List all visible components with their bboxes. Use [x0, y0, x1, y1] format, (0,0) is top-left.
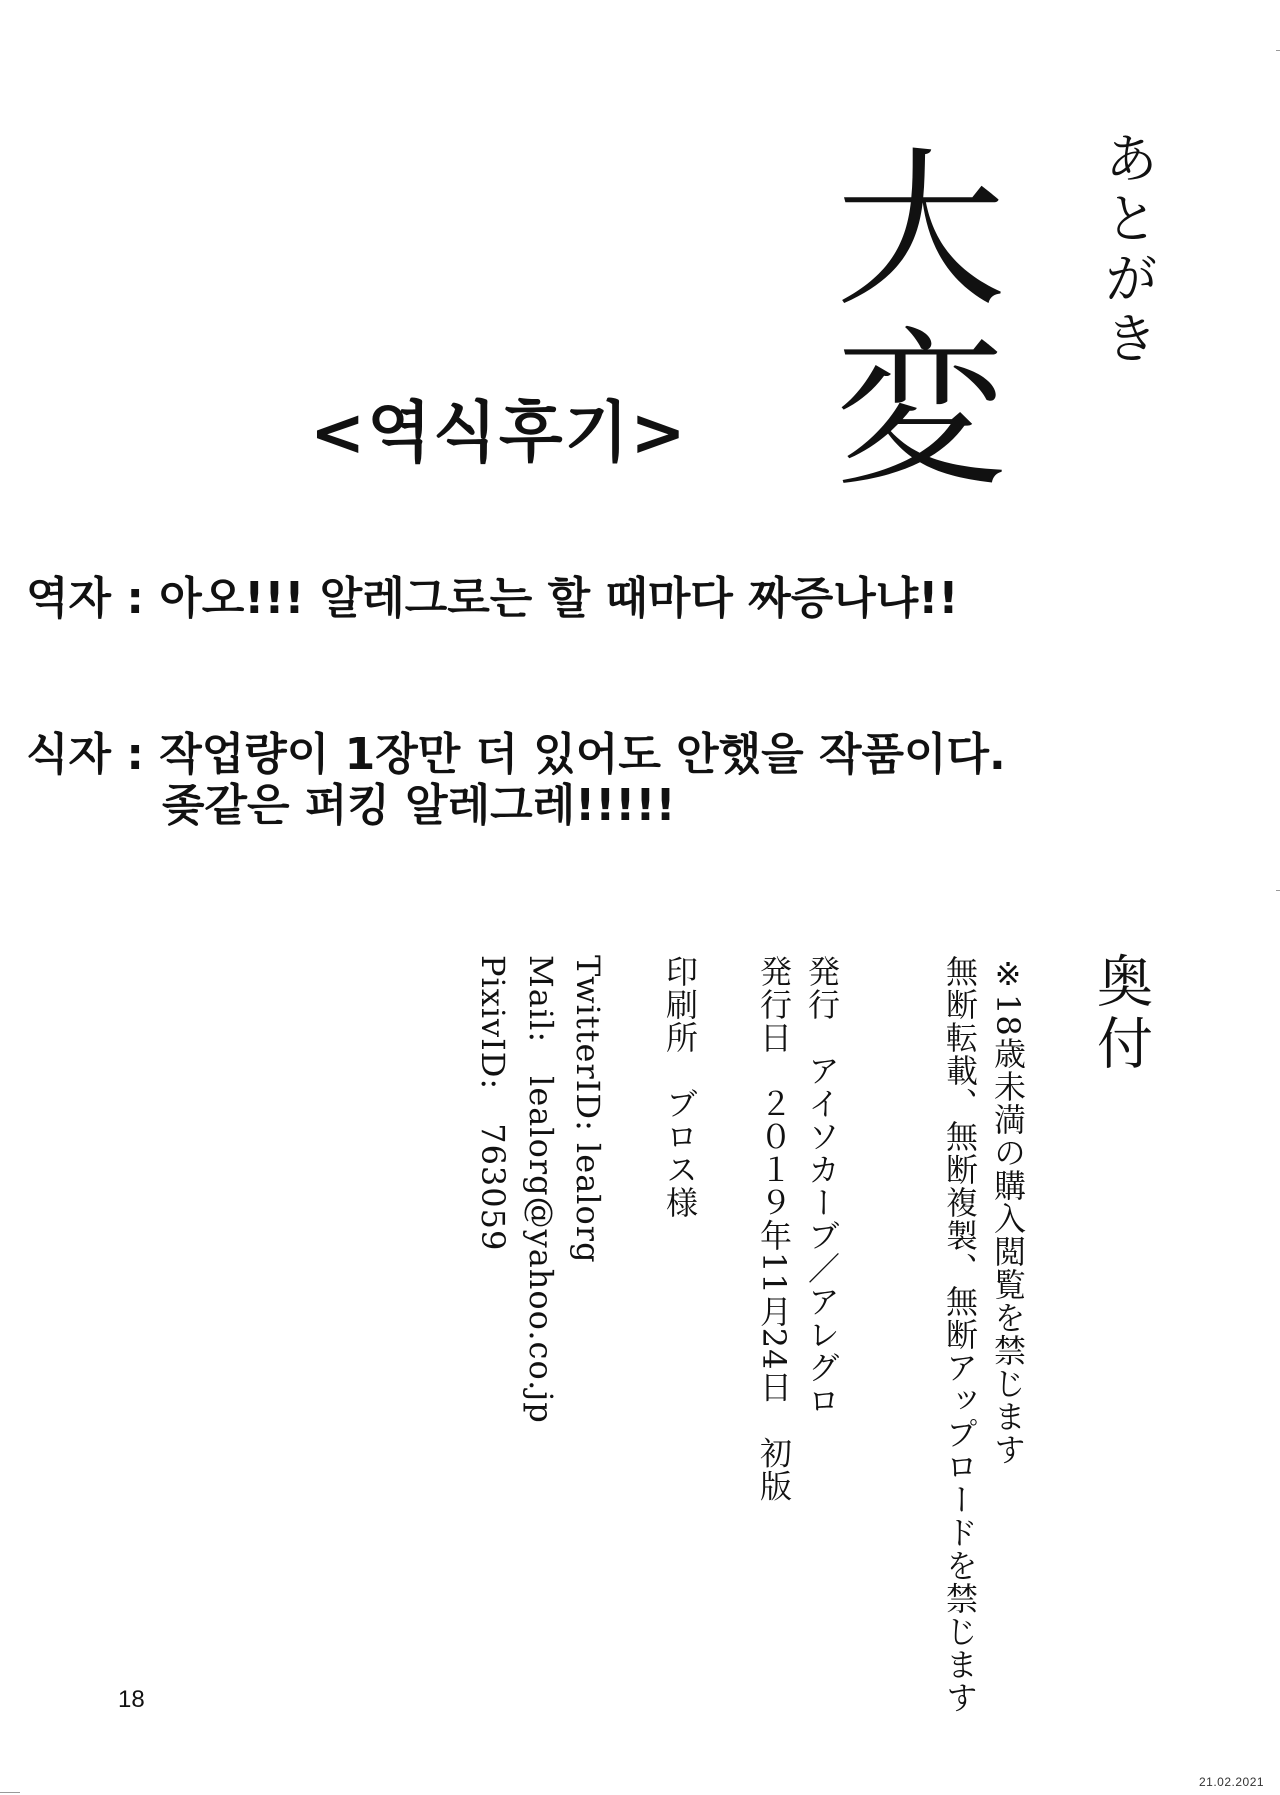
- editor-note-line-2: 좆같은 퍼킹 알레그레!!!!!: [162, 780, 676, 831]
- translation-notes-heading: <역식후기>: [310, 394, 688, 471]
- age-restriction-notice: ※18歳未満の購入閲覧を禁じます: [989, 955, 1027, 1466]
- twitter-id-line: TwitterID: lealorg: [569, 955, 607, 1264]
- printer-line: 印刷所 ブロス様: [661, 955, 699, 1219]
- editor-note-line-1: 식자 : 작업량이 1장만 더 있어도 안했을 작품이다.: [26, 729, 1006, 780]
- colophon-title: 奥付: [1088, 952, 1153, 1076]
- scan-edge-mark: [1276, 50, 1280, 51]
- publisher-line: 発行 アイソカーブ／アレグロ: [803, 955, 841, 1417]
- afterword-title: あとがき: [1096, 130, 1159, 370]
- translator-note: 역자 : 아오!!! 알레그로는 할 때마다 짜증나냐!!: [26, 573, 959, 624]
- scan-edge-mark: [0, 1792, 20, 1793]
- pixiv-id-line: PixivID: 763059: [474, 955, 512, 1252]
- page-number: 18: [118, 1686, 145, 1713]
- publish-date-line: 発行日 ２０１９年11月24日 初版: [755, 955, 793, 1503]
- copyright-notice: 無断転載、無断複製、無断アップロードを禁じます: [941, 955, 979, 1714]
- big-word-heading: 大変: [806, 140, 1004, 500]
- date-stamp: 21.02.2021: [1199, 1775, 1265, 1789]
- mail-line: Mail: lealorg@yahoo.co.jp: [522, 955, 560, 1424]
- scan-edge-mark: [1276, 890, 1280, 891]
